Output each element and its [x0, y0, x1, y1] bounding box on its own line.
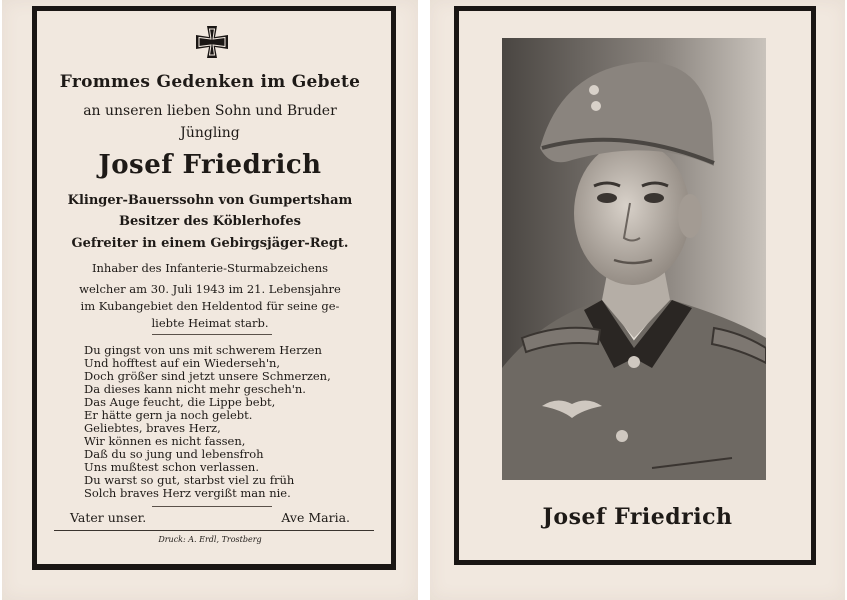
- death-line-1: welcher am 30. Juli 1943 im 21. Lebensjahre: [79, 282, 341, 296]
- poem-line: Da dieses kann nicht mehr gescheh'n.: [84, 382, 306, 396]
- portrait-illustration: [502, 38, 766, 480]
- dedication-text: an unseren lieben Sohn und Bruder: [83, 103, 337, 119]
- poem-line: Du gingst von uns mit schwerem Herzen: [84, 343, 322, 357]
- poem-line: Du warst so gut, starbst viel zu früh: [84, 473, 295, 487]
- poem-line: Uns mußtest schon verlassen.: [84, 460, 259, 474]
- prayer-our-father: Vater unser.: [70, 510, 147, 525]
- deceased-name: Josef Friedrich: [98, 150, 322, 180]
- prayer-ave-maria: Ave Maria.: [281, 510, 350, 525]
- soldier-portrait-photo: [502, 38, 766, 480]
- poem-line: Wir können es nicht fassen,: [84, 434, 246, 448]
- poem-line: Und hofftest auf ein Wiederseh'n,: [84, 356, 281, 370]
- memorial-card-photo-side: [430, 0, 845, 600]
- printer-imprint: Druck: A. Erdl, Trostberg: [158, 535, 262, 544]
- farm-line: Besitzer des Köblerhofes: [119, 214, 301, 229]
- memorial-heading: Frommes Gedenken im Gebete: [59, 72, 361, 92]
- mourning-border-left: [454, 6, 459, 565]
- mourning-border-bottom: [454, 560, 816, 565]
- iron-cross-icon: [194, 24, 230, 60]
- poem-line: Solch braves Herz vergißt man nie.: [84, 486, 291, 500]
- divider-line: [152, 334, 272, 335]
- death-line-3: liebte Heimat starb.: [151, 316, 269, 330]
- death-line-2: im Kubangebiet den Heldentod für seine ge-: [80, 299, 340, 313]
- mourning-border-right: [811, 6, 816, 565]
- divider-line: [152, 506, 272, 507]
- poem-line: Das Auge feucht, die Lippe bebt,: [84, 395, 276, 409]
- poem-line: Doch größer sind jetzt unsere Schmerzen,: [84, 369, 331, 383]
- memorial-card-text-side: [2, 0, 418, 600]
- poem-line: Er hätte gern ja noch gelebt.: [84, 408, 253, 422]
- origin-line: Klinger-Bauerssohn von Gumpertsham: [67, 193, 353, 208]
- mourning-border-top: [454, 6, 816, 11]
- footer-rule: [54, 530, 374, 531]
- mourning-border-bottom: [32, 564, 396, 570]
- poem-line: Daß du so jung und lebensfroh: [84, 447, 264, 461]
- photo-caption-name: Josef Friedrich: [542, 504, 733, 530]
- title-text: Jüngling: [180, 125, 240, 141]
- rank-line: Gefreiter in einem Gebirgsjäger-Regt.: [71, 236, 349, 251]
- mourning-border-top: [32, 6, 396, 11]
- decoration-line: Inhaber des Infanterie-Sturmabzeichens: [91, 261, 329, 275]
- poem-line: Geliebtes, braves Herz,: [84, 421, 221, 435]
